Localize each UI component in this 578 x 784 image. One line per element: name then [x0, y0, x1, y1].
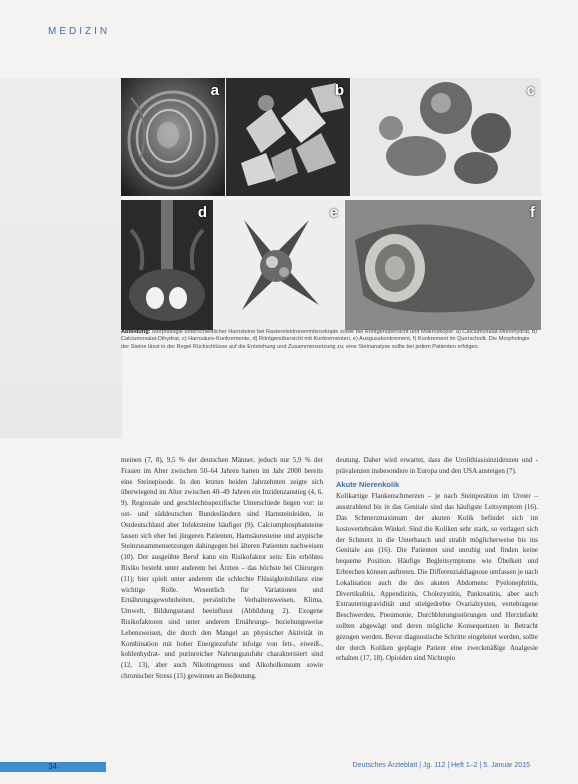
figure-f [345, 200, 541, 330]
figure-f-letter: f [530, 204, 535, 221]
figure-c-letter: c [526, 82, 535, 99]
page-number: 34 [48, 762, 57, 771]
body-paragraph-left: meinen (7, 8), 9,5 % der deutschen Männer, jedoch nur 5,9 % der Frauen im Alter zwischen 50–64 Jahren hatten im Jahr 2000 bereits eine Steinepisode. In den letzten beiden Jahrzehnten zeigte sich überwiegend im Alter zwischen 40–49 Jahren ein Inzidenzanstieg (4, 6, 9). Regionale und geschlechtsspezifische Unterschiede liegen vor: in ost- und süddeutschen Bundesländern sind Harnsteinleiden, in Ostdeutschland aber Infektsteine häufiger (9). Calciumphosphatsteine lassen sich eher bei jüngeren Patienten, Harnsäuresteine und atypische Steinzusammensetzungen dahingegen bei älteren Patienten nachweisen (10). Der ausgeübte Beruf kann ein Risikofaktor sein: Ein erhöhtes Risiko besteht unter anderem bei Ärzten – das höchste bei Chirurgen (11); hier spielt unter anderem die schlechte Flüssigkeitsbilanz eine wichtige Rolle. Wesentlich für Variationen und Ernährungsgewohnheiten, persönliche Verhaltensweisen, Klima, Umwelt, Bildungsstand beeinflusst (Abbildung 2). Exogene Risikofaktoren sind unter anderem Ernährungs- beziehungsweise Lebensweisen, die durch den Mangel an physischer Aktivität in Kombination mit hoher Energiezufuhr infolge von fett-, eiweiß-, kohlenhydrat- und purinreicher Nahrungszufuhr charakterisiert sind (12, 13), aber auch Nikotingenuss und Alkoholkonsum sowie chronischer Stress (15) gewinnen an Bedeutung. [121, 456, 323, 680]
figure-b [226, 78, 350, 196]
body-column-left [121, 455, 323, 760]
figure-f-image [345, 200, 541, 330]
figure-d [121, 200, 213, 330]
body-column-right [336, 455, 538, 760]
figure-caption [121, 329, 539, 413]
body-paragraph-right: Kolikartige Flankenschmerzen – je nach Steinposition im Ureter – ausstrahlend bis in das Genitale sind das häufigste Leitsymptom (16). Das Schmerzmaximum der akuten Kolik befindet sich im kostovertebralen Winkel. Sind die Koliken sehr stark, so verlagert sich der Schmerz in die Unterbauch und strahlt möglicherweise bis ins Genitale aus (16). Die Patienten sind unruhig und finden keine bequeme Position. Häufige Begleitsymptome wie Übelkeit und Erbrechen können auftreten. Die Differenzialdiagnose umfassen je nach Lokalisation auch die des akuten Abdomens: Pyelonephritis, Divertikulitis, Appendizitis, Cholezystitis, Pankreatitis, aber auch Extrauteringravidität und stielgedrehte Ovarialzysten, vertebragene Beschwerden, Pneumonie, Durchblutungsstörungen und Herzinfarkt sollten abgewägt und deren mögliche Konsequenzen in Betracht gezogen werden. Bevor diagnostische Schritte eingeleitet werden, sollte der durch Koliken geplagte Patient eine zweckmäßige Analgesie erhalten (17, 18). Opioiden sind Nichtopio [336, 492, 538, 663]
figure-b-letter: b [334, 82, 344, 99]
caption-text: Morphologie unterschiedlicher Harnsteine bei Rasterelektronenmikroskopie sowie bei Röntgenübersicht und Makroskopie: a) Calciumoxalat-Monohydrat, b) Calciumoxalat-Dihydrat, c) Harnsäure-Konkremente, d) Röntgenübersicht mit Konkrementen, e) Ausgusskonkrement, f) Konkrement im Querschnitt. Die Morphologie der Steine lässt in der Regel Rückschlüsse auf die Entstehung und Zusammensetzung zu; eine Steinanalyse sollte bei jedem Patienten erfolgen. [121, 329, 537, 350]
body-paragraph-right-intro: deutung. Daher wird erwartet, dass die Urolithiasisinzidenzen und -prävalenzen insbesondere in Europa und den USA ansteigen (7). [336, 456, 538, 475]
background-watermark-panel [0, 78, 122, 438]
caption-lead: Abbildung: [121, 329, 151, 335]
figure-e-letter: e [329, 204, 338, 221]
figure-d-letter: d [197, 204, 207, 221]
figure-a-image [121, 78, 225, 196]
figure-a-letter: a [210, 82, 219, 99]
section-label: MEDIZIN [48, 26, 111, 37]
figure-e [214, 200, 344, 330]
subheading: Akute Nierenkolik [336, 479, 400, 489]
footer-source: Deutsches Ärzteblatt | Jg. 112 | Heft 1–2 | 5. Januar 2015 [352, 762, 530, 769]
figure-a [121, 78, 225, 196]
figure-c-image [351, 78, 541, 196]
figure-b-image [226, 78, 350, 196]
figure-c [351, 78, 541, 196]
figure-e-image [214, 200, 344, 330]
